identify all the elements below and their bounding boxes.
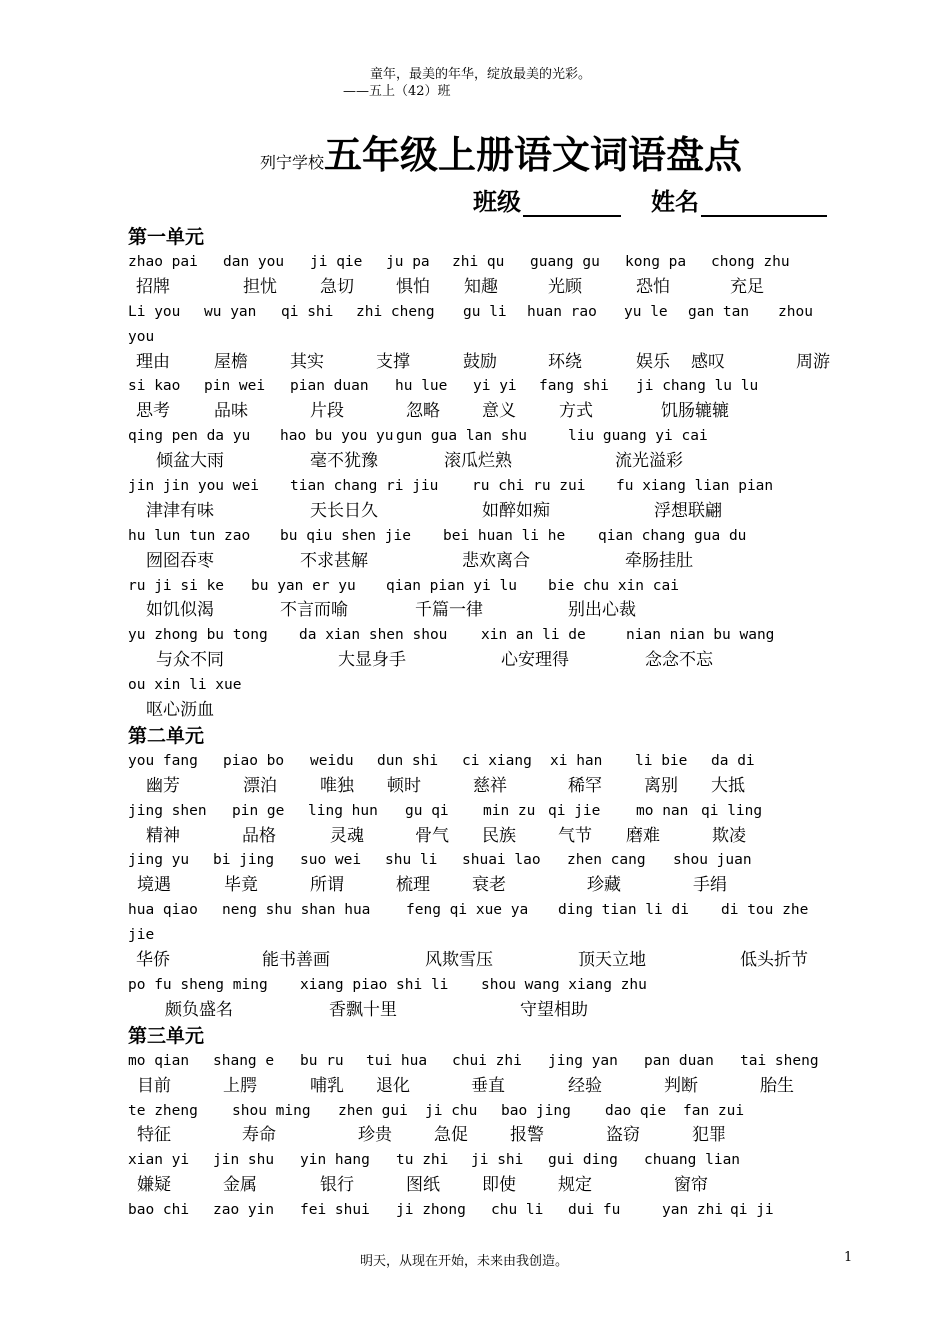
- chinese-word: 津津有味: [146, 500, 214, 521]
- pinyin-word: xian yi: [128, 1152, 190, 1169]
- name-label: 姓名: [651, 188, 699, 216]
- chinese-word: 规定: [558, 1175, 592, 1196]
- pinyin-word: pan duan: [644, 1052, 714, 1069]
- chinese-word: 急促: [434, 1125, 468, 1146]
- pinyin-word: chui zhi: [452, 1052, 522, 1069]
- chinese-word: 即使: [482, 1175, 516, 1196]
- pinyin-word: ling hun: [308, 802, 378, 819]
- pinyin-word: pian duan: [290, 378, 369, 395]
- chinese-word: 上腭: [223, 1075, 257, 1096]
- unit-heading: 第三单元: [128, 1024, 205, 1047]
- pinyin-word: gu qi: [405, 802, 449, 819]
- chinese-word: 图纸: [406, 1175, 440, 1196]
- chinese-word: 心安理得: [501, 650, 569, 671]
- pinyin-word: di tou zhe: [721, 902, 809, 919]
- pinyin-word: tui hua: [366, 1052, 428, 1069]
- page-number: 1: [844, 1250, 853, 1265]
- page-title: 五年级上册语文词语盘点: [324, 132, 743, 177]
- pinyin-word: shuai lao: [462, 852, 541, 869]
- pinyin-word: gan tan: [688, 303, 750, 320]
- chinese-word: 千篇一律: [415, 600, 483, 621]
- chinese-word: 目前: [137, 1075, 171, 1096]
- chinese-word: 悲欢离合: [462, 550, 530, 571]
- chinese-word: 窗帘: [674, 1175, 708, 1196]
- pinyin-row: [128, 799, 848, 824]
- pinyin-word: bu yan er yu: [251, 577, 356, 594]
- pinyin-word: bu ru: [300, 1052, 344, 1069]
- pinyin-word: xin an li de: [481, 627, 586, 644]
- pinyin-word: yan zhi: [662, 1202, 724, 1219]
- pinyin-row: [128, 898, 848, 923]
- chinese-word: 招牌: [136, 276, 170, 297]
- chinese-word: 倾盆大雨: [156, 451, 224, 472]
- pinyin-row: [128, 300, 848, 325]
- pinyin-word: qian chang gua du: [598, 527, 747, 544]
- hanzi-row: [128, 873, 848, 898]
- pinyin-word: shou juan: [673, 852, 752, 869]
- hanzi-row: [128, 648, 848, 673]
- pinyin-row: [128, 923, 848, 948]
- pinyin-word: bao jing: [501, 1102, 571, 1119]
- chinese-word: 犯罪: [692, 1125, 726, 1146]
- pinyin-word: bei huan li he: [443, 527, 566, 544]
- chinese-word: 风欺雪压: [425, 950, 493, 971]
- chinese-word: 光顾: [548, 276, 582, 297]
- chinese-word: 寿命: [242, 1125, 276, 1146]
- pinyin-word: zhi qu: [452, 254, 505, 270]
- hanzi-row: [128, 399, 848, 424]
- chinese-word: 如饥似渴: [146, 600, 214, 621]
- chinese-word: 经验: [568, 1075, 602, 1096]
- chinese-word: 恐怕: [636, 276, 670, 297]
- chinese-word: 担忧: [243, 276, 277, 297]
- pinyin-word: pin wei: [204, 378, 266, 395]
- hanzi-row: [128, 1173, 848, 1198]
- pinyin-word: zhou: [778, 303, 813, 320]
- hanzi-row: [128, 549, 848, 574]
- unit-heading: 第二单元: [128, 724, 205, 747]
- pinyin-word: qing pen da yu: [128, 428, 251, 445]
- pinyin-word: da di: [711, 752, 755, 769]
- chinese-word: 与众不同: [156, 650, 224, 671]
- pinyin-word: qi ji: [730, 1202, 774, 1219]
- chinese-word: 呕心沥血: [146, 700, 214, 721]
- chinese-word: 饥肠辘辘: [661, 401, 729, 422]
- hanzi-row: [128, 698, 848, 723]
- chinese-word: 毕竟: [224, 875, 258, 896]
- pinyin-word: Li you: [128, 303, 181, 320]
- pinyin-word: dao qie: [605, 1102, 667, 1119]
- pinyin-word: tu zhi: [396, 1152, 449, 1169]
- pinyin-word: yu le: [624, 303, 668, 320]
- pinyin-word: mo nan: [636, 802, 689, 819]
- chinese-word: 理由: [136, 351, 170, 372]
- pinyin-word: fan zui: [683, 1102, 745, 1119]
- pinyin-word: shang e: [213, 1052, 275, 1069]
- chinese-word: 天长日久: [310, 500, 378, 521]
- pinyin-word: po fu sheng ming: [128, 976, 268, 993]
- header-motto: 童年，最美的年华，绽放最美的光彩。: [370, 67, 592, 82]
- chinese-word: 漂泊: [243, 775, 277, 796]
- chinese-word: 娱乐: [636, 351, 670, 372]
- pinyin-word: jing yan: [548, 1052, 618, 1069]
- chinese-word: 特征: [137, 1125, 171, 1146]
- chinese-word: 牵肠挂肚: [625, 550, 693, 571]
- hanzi-row: [128, 350, 848, 375]
- pinyin-word: ji qie: [310, 254, 363, 270]
- pinyin-word: zhen cang: [567, 852, 646, 869]
- pinyin-word: te zheng: [128, 1102, 198, 1119]
- chinese-word: 惧怕: [396, 276, 430, 297]
- pinyin-word: min zu: [483, 802, 536, 819]
- pinyin-word: gun gua lan shu: [396, 428, 527, 445]
- pinyin-word: li bie: [635, 752, 688, 769]
- pinyin-word: ru ji si ke: [128, 577, 225, 594]
- chinese-word: 报警: [510, 1125, 544, 1146]
- pinyin-row: [128, 1099, 848, 1124]
- pinyin-word: bu qiu shen jie: [280, 527, 411, 544]
- chinese-word: 所谓: [310, 875, 344, 896]
- pinyin-row: [128, 574, 848, 599]
- chinese-word: 忽略: [406, 401, 440, 422]
- pinyin-word: zao yin: [213, 1202, 275, 1219]
- chinese-word: 嫌疑: [137, 1175, 171, 1196]
- hanzi-row: [128, 275, 848, 300]
- pinyin-word: chu li: [491, 1202, 544, 1219]
- pinyin-word: liu guang yi cai: [568, 428, 708, 445]
- pinyin-word: hao bu you yu: [280, 428, 394, 445]
- chinese-word: 大显身手: [338, 650, 406, 671]
- chinese-word: 手绢: [693, 875, 727, 896]
- pinyin-word: yu zhong bu tong: [128, 627, 268, 644]
- chinese-word: 别出心裁: [568, 600, 636, 621]
- chinese-word: 境遇: [137, 875, 171, 896]
- chinese-word: 骨气: [415, 825, 449, 846]
- chinese-word: 不求甚解: [300, 550, 368, 571]
- pinyin-row: [128, 524, 848, 549]
- chinese-word: 支撑: [376, 351, 410, 372]
- chinese-word: 顿时: [387, 775, 421, 796]
- pinyin-word: qi ling: [701, 802, 763, 819]
- chinese-word: 念念不忘: [645, 650, 713, 671]
- chinese-word: 品味: [214, 401, 248, 422]
- pinyin-word: tai sheng: [740, 1052, 819, 1069]
- pinyin-word: gui ding: [548, 1152, 618, 1169]
- hanzi-row: [128, 774, 848, 799]
- chinese-word: 环绕: [548, 351, 582, 372]
- chinese-word: 屋檐: [214, 351, 248, 372]
- chinese-word: 周游: [796, 351, 830, 372]
- pinyin-word: hu lun tun zao: [128, 527, 251, 544]
- pinyin-word: hu lue: [395, 378, 448, 395]
- hanzi-row: [128, 1123, 848, 1148]
- pinyin-word: neng shu shan hua: [222, 902, 371, 919]
- pinyin-word: fang shi: [539, 378, 609, 395]
- pinyin-word: jing yu: [128, 852, 190, 869]
- chinese-word: 垂直: [471, 1075, 505, 1096]
- pinyin-word: you: [128, 328, 155, 345]
- chinese-word: 珍藏: [587, 875, 621, 896]
- school-name: 列宁学校: [260, 153, 325, 172]
- pinyin-word: shu li: [385, 852, 438, 869]
- chinese-word: 方式: [559, 401, 593, 422]
- pinyin-word: qian pian yi lu: [386, 577, 517, 594]
- unit-heading: 第一单元: [128, 226, 205, 248]
- chinese-word: 退化: [376, 1075, 410, 1096]
- pinyin-row: [128, 623, 848, 648]
- chinese-word: 颇负盛名: [165, 999, 233, 1020]
- student-info-fields: [473, 182, 827, 217]
- chinese-word: 意义: [482, 401, 516, 422]
- pinyin-word: zhao pai: [128, 254, 198, 270]
- pinyin-row: [128, 250, 848, 275]
- pinyin-word: huan rao: [527, 303, 597, 320]
- chinese-word: 盗窃: [606, 1125, 640, 1146]
- pinyin-row: [128, 1049, 848, 1074]
- chinese-word: 充足: [730, 276, 764, 297]
- pinyin-word: dui fu: [568, 1202, 621, 1219]
- chinese-word: 梳理: [396, 875, 430, 896]
- header-class-name: ——五上（42）班: [343, 84, 451, 99]
- pinyin-word: chuang lian: [644, 1152, 741, 1169]
- pinyin-word: jin jin you wei: [128, 478, 259, 495]
- pinyin-row: [128, 374, 848, 399]
- pinyin-word: da xian shen shou: [299, 627, 448, 644]
- chinese-word: 感叹: [691, 351, 725, 372]
- pinyin-word: ji chu: [425, 1102, 478, 1119]
- pinyin-row: [128, 749, 848, 774]
- hanzi-row: [128, 1074, 848, 1099]
- pinyin-word: bie chu xin cai: [548, 577, 679, 594]
- pinyin-word: wu yan: [204, 303, 257, 320]
- chinese-word: 精神: [146, 825, 180, 846]
- chinese-word: 胎生: [760, 1075, 794, 1096]
- hanzi-row: [128, 499, 848, 524]
- chinese-word: 鼓励: [463, 351, 497, 372]
- pinyin-word: ji chang lu lu: [636, 378, 759, 395]
- hanzi-row: [128, 998, 848, 1023]
- chinese-word: 不言而喻: [280, 600, 348, 621]
- chinese-word: 如醉如痴: [482, 500, 550, 521]
- chinese-word: 流光溢彩: [615, 451, 683, 472]
- chinese-word: 香飘十里: [329, 999, 397, 1020]
- pinyin-row: [128, 424, 848, 449]
- name-blank-line[interactable]: [701, 189, 827, 217]
- pinyin-word: guang gu: [530, 254, 600, 270]
- chinese-word: 能书善画: [262, 950, 330, 971]
- pinyin-word: nian nian bu wang: [626, 627, 775, 644]
- pinyin-word: ou xin li xue: [128, 677, 242, 694]
- name-field: [651, 182, 827, 217]
- pinyin-row: [128, 325, 848, 350]
- pinyin-word: xiang piao shi li: [300, 976, 449, 993]
- pinyin-word: pin ge: [232, 802, 285, 819]
- hanzi-row: [128, 598, 848, 623]
- pinyin-row: [128, 1148, 848, 1173]
- pinyin-word: jing shen: [128, 802, 207, 819]
- chinese-word: 片段: [310, 401, 344, 422]
- pinyin-word: zhen gui: [338, 1102, 408, 1119]
- pinyin-word: ci xiang: [462, 752, 532, 769]
- pinyin-word: gu li: [463, 303, 507, 320]
- chinese-word: 守望相助: [520, 999, 588, 1020]
- pinyin-word: ru chi ru zui: [472, 478, 586, 495]
- chinese-word: 灵魂: [330, 825, 364, 846]
- pinyin-word: jie: [128, 927, 155, 944]
- title-block: [260, 124, 742, 179]
- pinyin-word: fu xiang lian pian: [616, 478, 774, 495]
- chinese-word: 幽芳: [146, 775, 180, 796]
- pinyin-word: mo qian: [128, 1052, 190, 1069]
- pinyin-word: fei shui: [300, 1202, 370, 1219]
- pinyin-word: qi shi: [281, 303, 334, 320]
- chinese-word: 唯独: [320, 775, 354, 796]
- pinyin-row: [128, 973, 848, 998]
- pinyin-word: weidu: [310, 752, 354, 769]
- chinese-word: 顶天立地: [578, 950, 646, 971]
- pinyin-row: [128, 1198, 848, 1223]
- hanzi-row: [128, 449, 848, 474]
- hanzi-row: [128, 948, 848, 973]
- pinyin-word: bao chi: [128, 1202, 190, 1219]
- class-blank-line[interactable]: [523, 189, 621, 217]
- pinyin-word: zhi cheng: [356, 303, 435, 320]
- chinese-word: 金属: [223, 1175, 257, 1196]
- vocabulary-content: [128, 224, 848, 1223]
- pinyin-word: qi jie: [548, 802, 601, 819]
- chinese-word: 离别: [644, 775, 678, 796]
- chinese-word: 思考: [136, 401, 170, 422]
- chinese-word: 慈祥: [473, 775, 507, 796]
- pinyin-word: suo wei: [300, 852, 362, 869]
- chinese-word: 欺凌: [712, 825, 746, 846]
- pinyin-word: chong zhu: [711, 254, 790, 270]
- chinese-word: 其实: [290, 351, 324, 372]
- chinese-word: 磨难: [626, 825, 660, 846]
- pinyin-word: yi yi: [473, 378, 517, 395]
- chinese-word: 华侨: [136, 950, 170, 971]
- pinyin-word: kong pa: [625, 254, 687, 270]
- chinese-word: 民族: [482, 825, 516, 846]
- pinyin-word: you fang: [128, 752, 198, 769]
- class-field: [473, 182, 621, 217]
- pinyin-word: hua qiao: [128, 902, 198, 919]
- pinyin-word: ji shi: [471, 1152, 524, 1169]
- pinyin-word: bi jing: [213, 852, 275, 869]
- chinese-word: 判断: [664, 1075, 698, 1096]
- hanzi-row: [128, 824, 848, 849]
- pinyin-word: dun shi: [377, 752, 439, 769]
- chinese-word: 大抵: [711, 775, 745, 796]
- pinyin-word: ji zhong: [396, 1202, 466, 1219]
- chinese-word: 品格: [242, 825, 276, 846]
- chinese-word: 气节: [558, 825, 592, 846]
- chinese-word: 毫不犹豫: [310, 451, 378, 472]
- pinyin-word: shou wang xiang zhu: [481, 976, 647, 993]
- chinese-word: 知趣: [464, 276, 498, 297]
- pinyin-row: [128, 474, 848, 499]
- pinyin-row: [128, 848, 848, 873]
- class-label: 班级: [473, 188, 521, 216]
- chinese-word: 浮想联翩: [654, 500, 722, 521]
- chinese-word: 稀罕: [568, 775, 602, 796]
- chinese-word: 滚瓜烂熟: [444, 451, 512, 472]
- chinese-word: 哺乳: [310, 1075, 344, 1096]
- chinese-word: 急切: [320, 276, 354, 297]
- pinyin-word: si kao: [128, 378, 181, 395]
- pinyin-word: ju pa: [386, 254, 430, 270]
- pinyin-word: dan you: [223, 254, 285, 270]
- pinyin-word: ding tian li di: [558, 902, 689, 919]
- pinyin-word: shou ming: [232, 1102, 311, 1119]
- pinyin-word: jin shu: [213, 1152, 275, 1169]
- pinyin-word: tian chang ri jiu: [290, 478, 439, 495]
- chinese-word: 珍贵: [358, 1125, 392, 1146]
- pinyin-word: xi han: [550, 752, 603, 769]
- chinese-word: 银行: [320, 1175, 354, 1196]
- chinese-word: 囫囵吞枣: [146, 550, 214, 571]
- chinese-word: 低头折节: [740, 950, 808, 971]
- pinyin-word: yin hang: [300, 1152, 370, 1169]
- footer-motto: 明天，从现在开始，未来由我创造。: [360, 1254, 569, 1269]
- pinyin-word: piao bo: [223, 752, 285, 769]
- pinyin-row: [128, 673, 848, 698]
- chinese-word: 衰老: [472, 875, 506, 896]
- pinyin-word: feng qi xue ya: [406, 902, 529, 919]
